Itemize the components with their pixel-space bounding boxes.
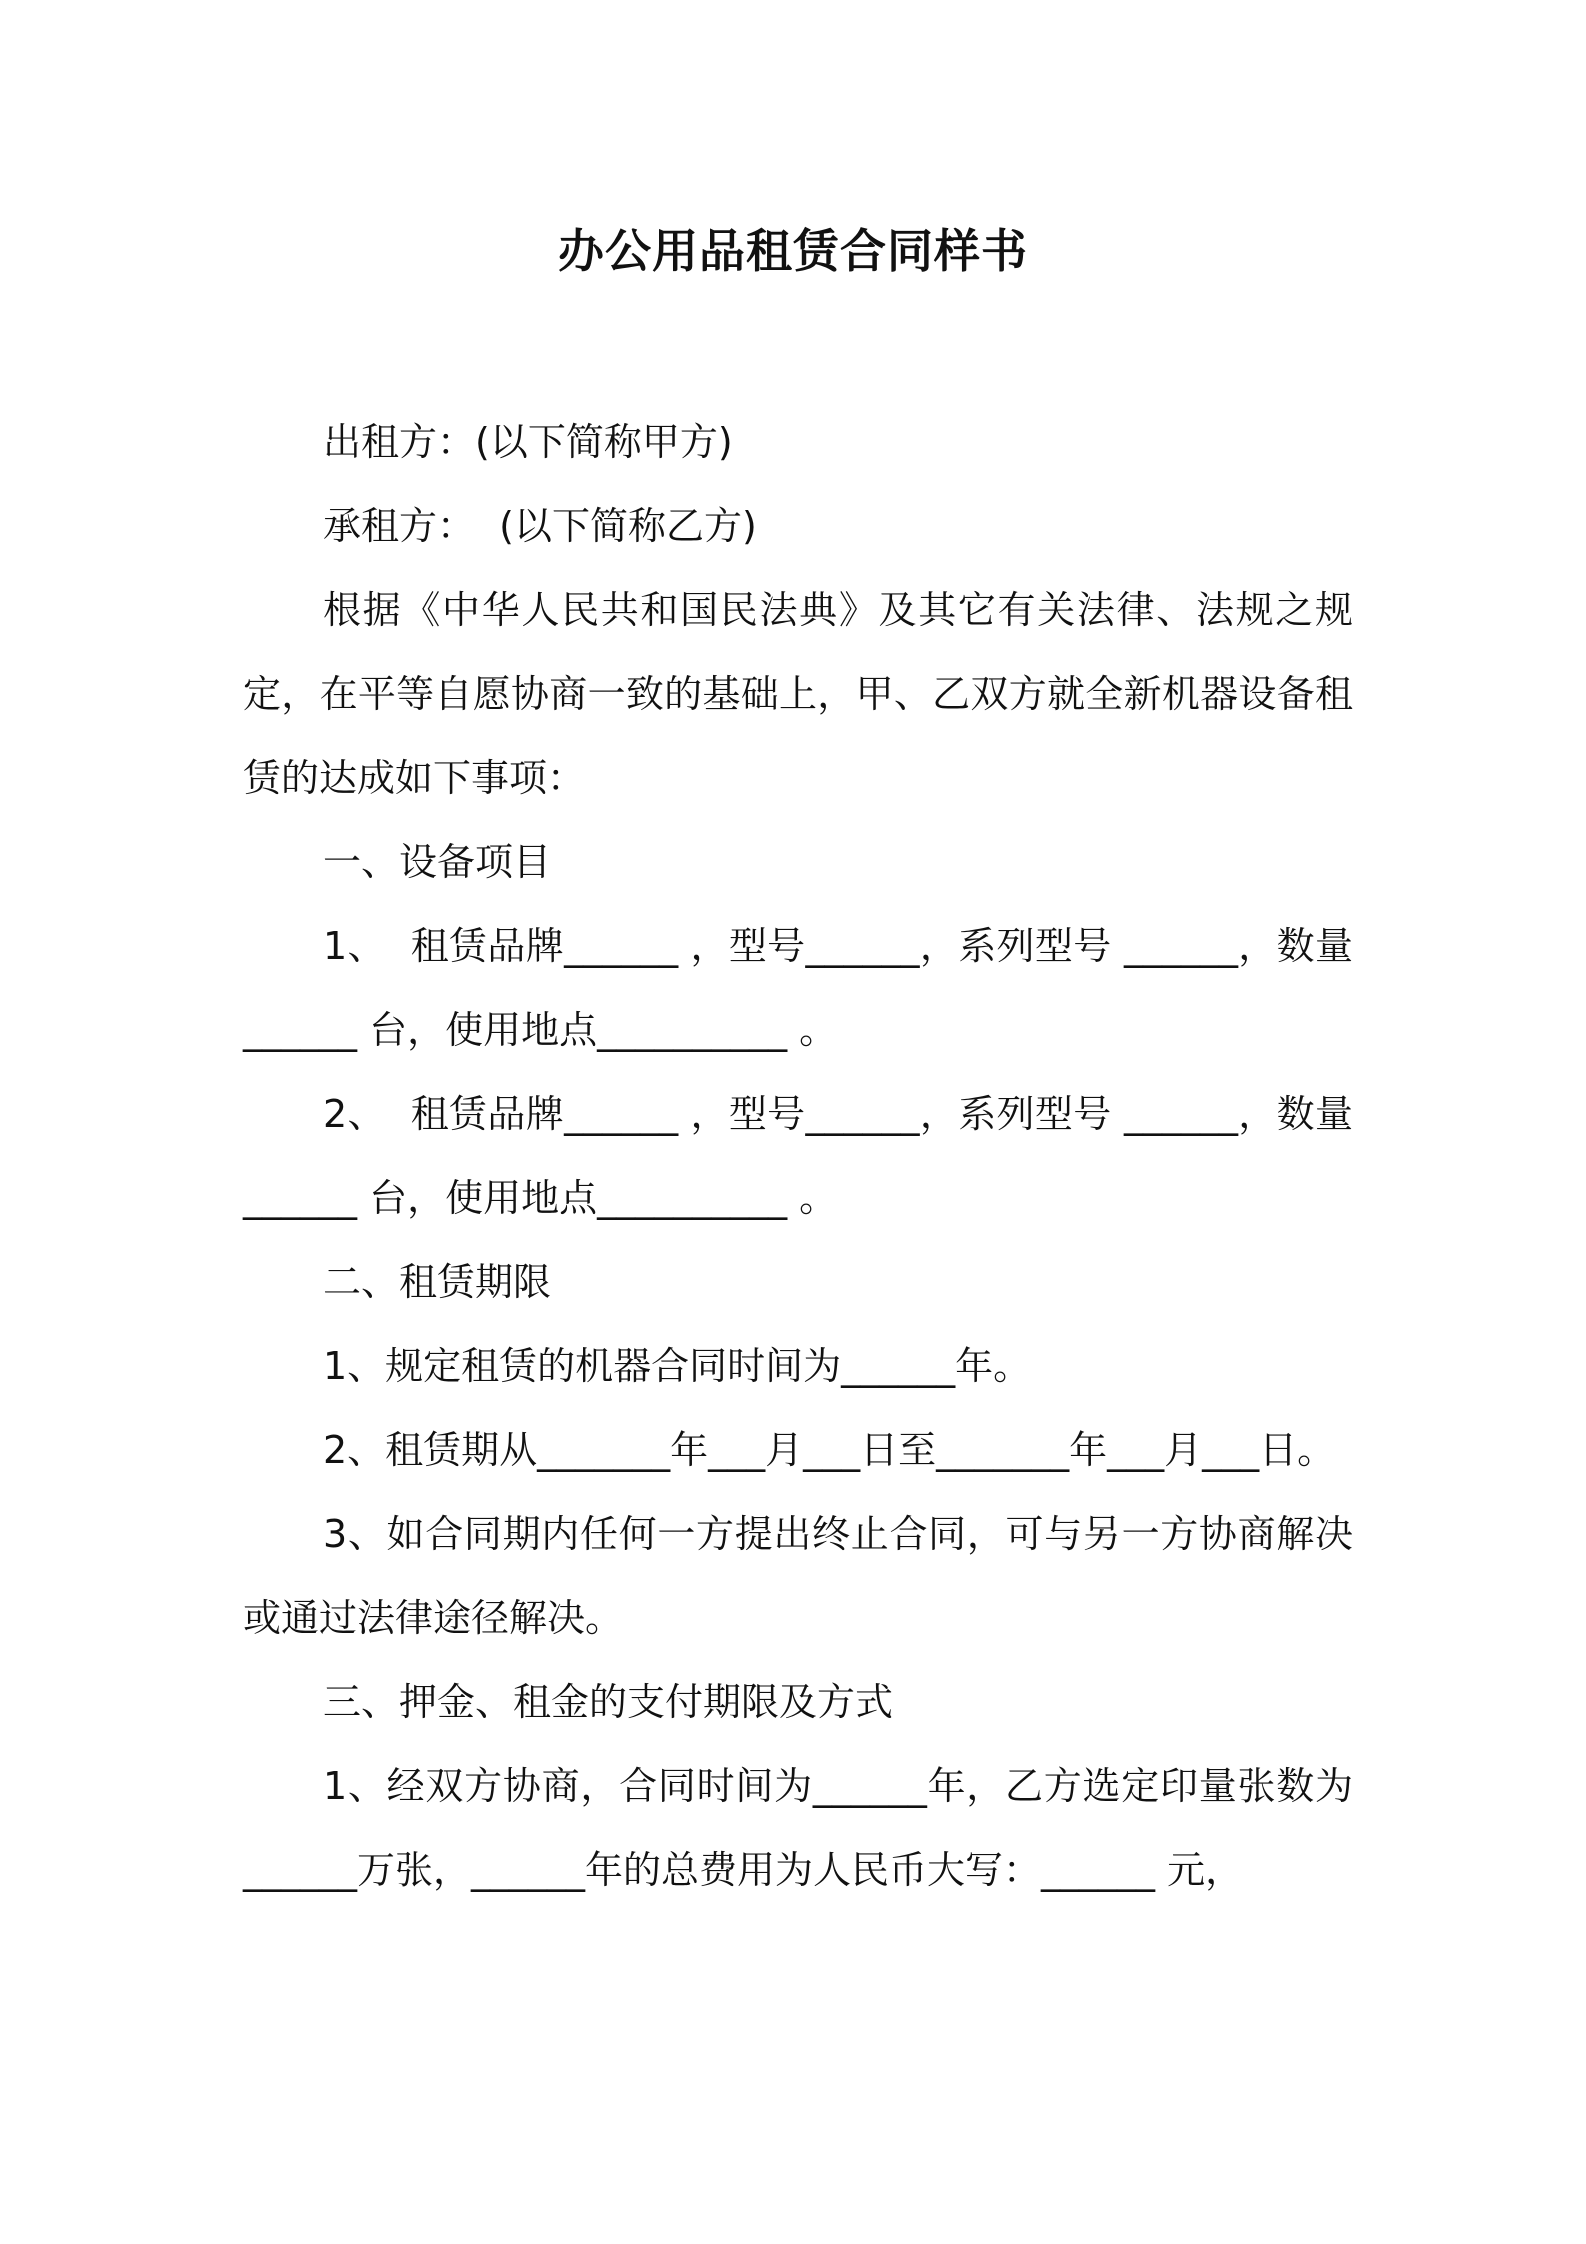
equipment-item-1: 1、 租赁品牌______ ，型号______，系列型号 ______，数量______ 台，使用地点__________ 。 [243, 924, 1353, 1052]
preamble-paragraph: 根据《中华人民共和国民法典》及其它有关法律、法规之规定，在平等自愿协商一致的基础上，甲、乙双方就全新机器设备租赁的达成如下事项： [243, 588, 1353, 800]
document-title: 办公用品租赁合同样书 [558, 224, 1028, 278]
lessee-line: 承租方： (以下简称乙方) [323, 504, 757, 548]
term-item-3: 3、如合同期内任何一方提出终止合同，可与另一方协商解决或通过法律途径解决。 [243, 1512, 1353, 1640]
lessor-line: 出租方：(以下简称甲方) [323, 420, 733, 464]
payment-item-1: 1、经双方协商，合同时间为______年，乙方选定印量张数为 ______万张，______年的总费用为人民币大写：______ 元， [243, 1764, 1366, 1892]
equipment-item-2: 2、 租赁品牌______ ，型号______，系列型号 ______，数量______ 台，使用地点__________ 。 [243, 1092, 1353, 1220]
term-item-1: 1、规定租赁的机器合同时间为______年。 [323, 1344, 1032, 1388]
section-heading-payment: 三、押金、租金的支付期限及方式 [323, 1680, 894, 1724]
term-item-2: 2、租赁期从_______年___月___日至_______年___月___日。 [323, 1428, 1336, 1472]
document-body [243, 400, 1366, 1912]
section-heading-term: 二、租赁期限 [323, 1260, 552, 1304]
section-heading-equipment: 一、设备项目 [323, 840, 552, 884]
